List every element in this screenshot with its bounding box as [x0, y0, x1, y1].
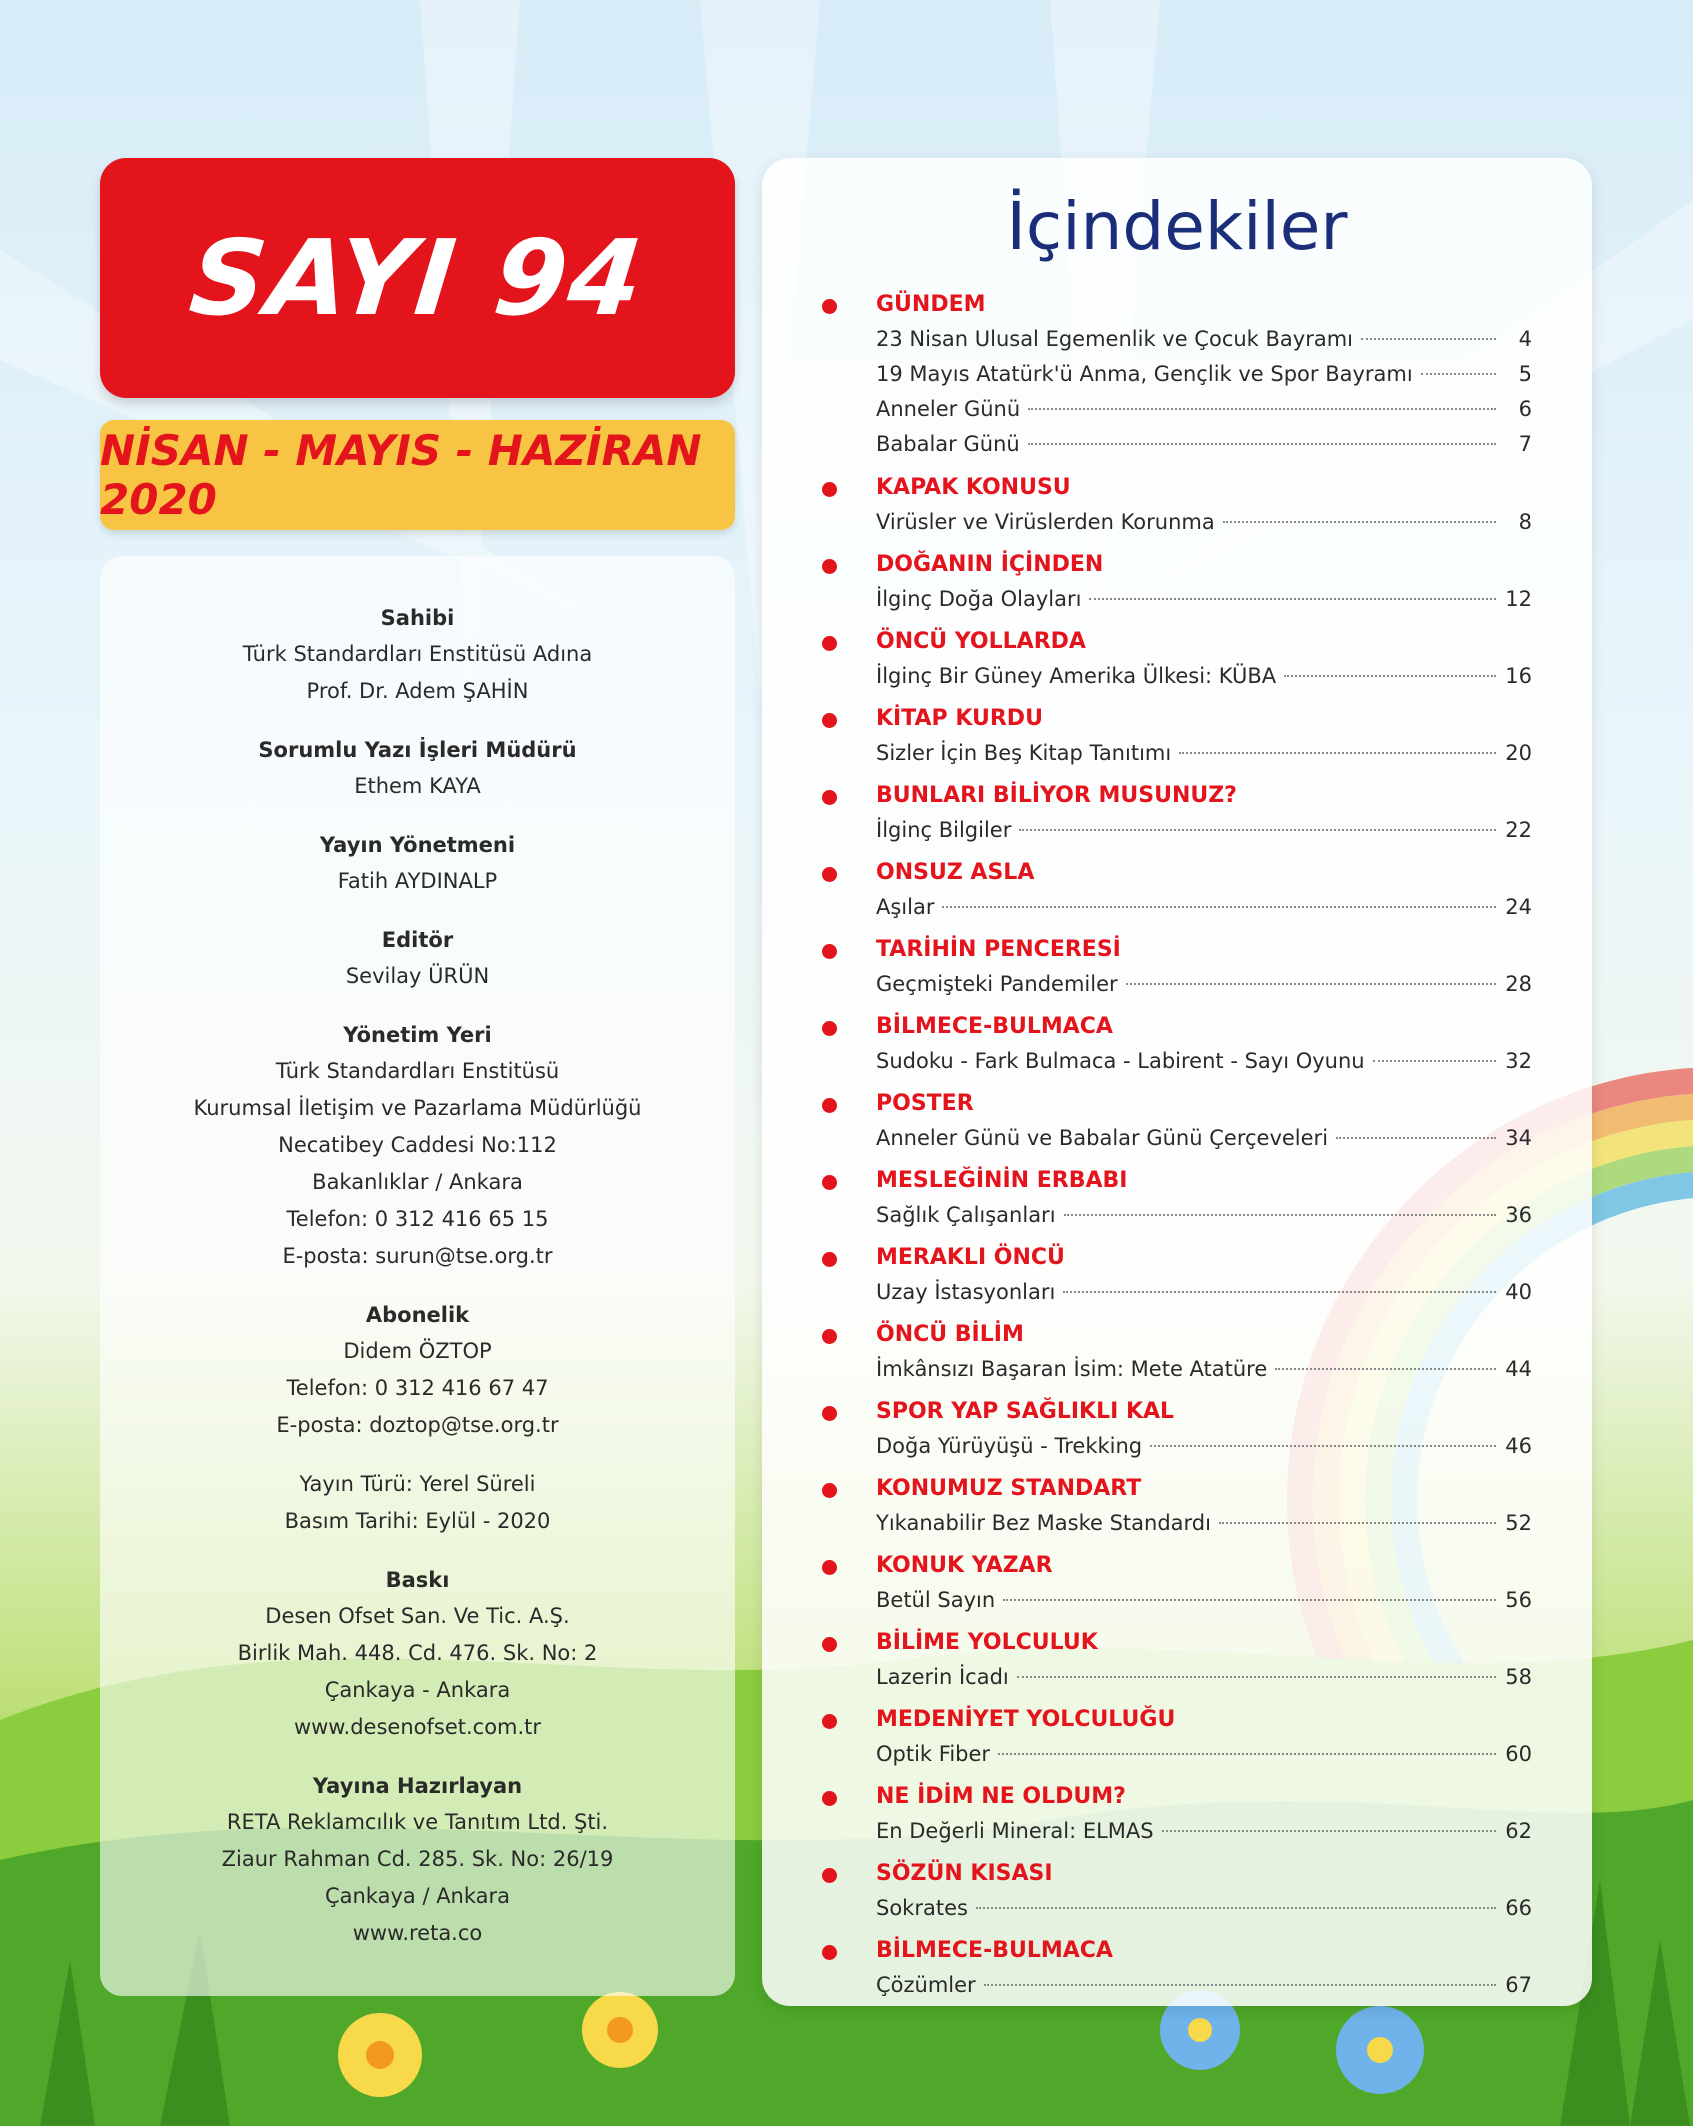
imprint-line: Yayın Türü: Yerel Süreli	[299, 1472, 536, 1496]
toc-section	[822, 1010, 1532, 1087]
bullet-icon	[822, 1175, 837, 1190]
bullet-icon	[822, 1329, 837, 1344]
toc-entry-title: Uzay İstasyonları	[876, 1280, 1056, 1304]
leader-dots	[1336, 1137, 1496, 1139]
leader-dots	[984, 1984, 1496, 1986]
toc-entry[interactable]	[876, 582, 1532, 617]
leader-dots	[1003, 1599, 1496, 1601]
toc-entry[interactable]	[876, 659, 1532, 694]
imprint-line: Fatih AYDINALP	[337, 869, 498, 893]
leader-dots	[1284, 675, 1496, 677]
toc-entry-title: Babalar Günü	[876, 432, 1020, 456]
leader-dots	[1064, 1214, 1496, 1216]
leader-dots	[976, 1907, 1496, 1909]
toc-page-number: 60	[1505, 1742, 1532, 1766]
bullet-icon	[822, 1252, 837, 1267]
toc-section-heading: KONUMUZ STANDART	[876, 1476, 1142, 1501]
imprint-publication	[100, 1466, 735, 1540]
leader-dots	[1179, 752, 1496, 754]
toc-page-number: 5	[1518, 362, 1532, 386]
issue-date-banner	[100, 420, 735, 530]
toc-page-number: 6	[1518, 397, 1532, 421]
toc-page-number: 12	[1505, 587, 1532, 611]
toc-entry[interactable]	[876, 322, 1532, 357]
issue-title: SAYI 94	[184, 217, 651, 339]
toc-section-heading: KONUK YAZAR	[876, 1553, 1053, 1578]
issue-number-banner	[100, 158, 735, 398]
toc-section-heading: BİLMECE-BULMACA	[876, 1014, 1113, 1039]
bullet-icon	[822, 1868, 837, 1883]
toc-entry[interactable]	[876, 1429, 1532, 1464]
imprint-heading: Yayın Yönetmeni	[319, 833, 516, 857]
imprint-editor	[100, 922, 735, 995]
imprint-line: E-posta: doztop@tse.org.tr	[276, 1413, 559, 1437]
imprint-line: Birlik Mah. 448. Cd. 476. Sk. No: 2	[237, 1641, 598, 1665]
imprint-heading: Sorumlu Yazı İşleri Müdürü	[258, 738, 577, 762]
toc-entry[interactable]	[876, 427, 1532, 462]
toc-entry[interactable]	[876, 813, 1532, 848]
imprint-line: www.desenofset.com.tr	[293, 1715, 542, 1739]
toc-entry-title: En Değerli Mineral: ELMAS	[876, 1819, 1154, 1843]
leader-dots	[1361, 338, 1496, 340]
toc-page-number: 44	[1505, 1357, 1532, 1381]
imprint-line: Didem ÖZTOP	[343, 1339, 492, 1363]
toc-page-number: 8	[1518, 510, 1532, 534]
toc-entry[interactable]	[876, 1352, 1532, 1387]
bullet-icon	[822, 636, 837, 651]
toc-entry[interactable]	[876, 1121, 1532, 1156]
imprint-heading: Yönetim Yeri	[343, 1023, 492, 1047]
imprint-heading: Yayına Hazırlayan	[312, 1774, 523, 1798]
bullet-icon	[822, 867, 837, 882]
bullet-icon	[822, 1714, 837, 1729]
imprint-panel	[100, 556, 735, 1996]
toc-page-number: 16	[1505, 664, 1532, 688]
toc-page-number: 56	[1505, 1588, 1532, 1612]
imprint-line: Ethem KAYA	[354, 774, 481, 798]
toc-entry-title: Sudoku - Fark Bulmaca - Labirent - Sayı Oyunu	[876, 1049, 1365, 1073]
toc-section	[822, 471, 1532, 548]
leader-dots	[1223, 521, 1496, 523]
bullet-icon	[822, 944, 837, 959]
imprint-heading: Sahibi	[380, 606, 455, 630]
toc-section	[822, 779, 1532, 856]
toc-section-heading: DOĞANIN İÇİNDEN	[876, 552, 1104, 577]
imprint-line: Telefon: 0 312 416 67 47	[286, 1376, 549, 1400]
toc-section	[822, 1164, 1532, 1241]
toc-page-number: 66	[1505, 1896, 1532, 1920]
toc-entry[interactable]	[876, 357, 1532, 392]
toc-page-number: 24	[1505, 895, 1532, 919]
toc-section-heading: BİLMECE-BULMACA	[876, 1938, 1113, 1963]
imprint-line: Türk Standardları Enstitüsü	[275, 1059, 560, 1083]
imprint-line: Ziaur Rahman Cd. 285. Sk. No: 26/19	[221, 1847, 614, 1871]
toc-entry-title: Çözümler	[876, 1973, 976, 1997]
toc-entry[interactable]	[876, 1583, 1532, 1618]
toc-entry[interactable]	[876, 505, 1532, 540]
toc-page-number: 52	[1505, 1511, 1532, 1535]
imprint-line: Türk Standardları Enstitüsü Adına	[242, 642, 593, 666]
leader-dots	[998, 1753, 1496, 1755]
toc-section-heading: SÖZÜN KISASI	[876, 1861, 1053, 1886]
toc-section	[822, 288, 1532, 471]
toc-section	[822, 1626, 1532, 1703]
toc-entry-title: İlginç Doğa Olayları	[876, 587, 1082, 611]
imprint-subscription	[100, 1297, 735, 1444]
toc-section	[822, 1241, 1532, 1318]
leader-dots	[1028, 443, 1496, 445]
toc-entry[interactable]	[876, 1968, 1532, 2003]
toc-entry-title: 23 Nisan Ulusal Egemenlik ve Çocuk Bayramı	[876, 327, 1354, 351]
bullet-icon	[822, 482, 837, 497]
toc-page-number: 40	[1505, 1280, 1532, 1304]
toc-page-number: 46	[1505, 1434, 1532, 1458]
toc-section	[822, 625, 1532, 702]
toc-entry-title: Yıkanabilir Bez Maske Standardı	[876, 1511, 1211, 1535]
bullet-icon	[822, 713, 837, 728]
toc-section	[822, 1857, 1532, 1934]
bullet-icon	[822, 1406, 837, 1421]
toc-entry[interactable]	[876, 1044, 1532, 1079]
toc-page-number: 58	[1505, 1665, 1532, 1689]
imprint-editor-in-chief	[100, 732, 735, 805]
leader-dots	[1028, 408, 1496, 410]
toc-section	[822, 1549, 1532, 1626]
imprint-line: Telefon: 0 312 416 65 15	[286, 1207, 549, 1231]
toc-section-heading: MESLEĞİNİN ERBABI	[876, 1168, 1128, 1193]
leader-dots	[1162, 1830, 1496, 1832]
imprint-printing	[100, 1562, 735, 1746]
toc-entry[interactable]	[876, 1891, 1532, 1926]
bullet-icon	[822, 559, 837, 574]
bullet-icon	[822, 1637, 837, 1652]
toc-entry[interactable]	[876, 736, 1532, 771]
toc-section-heading: KAPAK KONUSU	[876, 475, 1071, 500]
toc-section-heading: MEDENİYET YOLCULUĞU	[876, 1707, 1176, 1732]
toc-section	[822, 548, 1532, 625]
leader-dots	[942, 906, 1496, 908]
toc-page-number: 36	[1505, 1203, 1532, 1227]
toc-entry[interactable]	[876, 1275, 1532, 1310]
imprint-management	[100, 1017, 735, 1275]
toc-entry-title: Sokrates	[876, 1896, 968, 1920]
leader-dots	[1089, 598, 1496, 600]
toc-entry-title: Optik Fiber	[876, 1742, 991, 1766]
imprint-line: Çankaya / Ankara	[324, 1884, 511, 1908]
issue-date: NİSAN - MAYIS - HAZİRAN 2020	[100, 426, 702, 524]
toc-entry[interactable]	[876, 1660, 1532, 1695]
imprint-publishing-director	[100, 827, 735, 900]
toc-section-heading: GÜNDEM	[876, 292, 986, 317]
bullet-icon	[822, 1945, 837, 1960]
imprint-owner	[100, 600, 735, 710]
imprint-line: Desen Ofset San. Ve Tic. A.Ş.	[265, 1604, 570, 1628]
toc-entry-title: Geçmişteki Pandemiler	[876, 972, 1118, 996]
toc-section	[822, 1087, 1532, 1164]
toc-section-heading: ÖNCÜ BİLİM	[876, 1322, 1024, 1347]
imprint-line: Bakanlıklar / Ankara	[312, 1170, 523, 1194]
toc-entry-title: Aşılar	[876, 895, 935, 919]
toc-section-heading: ÖNCÜ YOLLARDA	[876, 629, 1086, 654]
toc-entry-title: İlginç Bir Güney Amerika Ülkesi: KÜBA	[876, 664, 1277, 688]
toc-entry[interactable]	[876, 1198, 1532, 1233]
toc-entry-title: İmkânsızı Başaran İsim: Mete Atatüre	[876, 1357, 1268, 1381]
leader-dots	[1421, 373, 1496, 375]
bullet-icon	[822, 1483, 837, 1498]
toc-section	[822, 1318, 1532, 1395]
toc-section-heading: SPOR YAP SAĞLIKLI KAL	[876, 1399, 1175, 1424]
toc-entry-title: Sağlık Çalışanları	[876, 1203, 1056, 1227]
imprint-line: E-posta: surun@tse.org.tr	[282, 1244, 553, 1268]
bullet-icon	[822, 790, 837, 805]
toc-entry[interactable]	[876, 392, 1532, 427]
toc-section	[822, 1472, 1532, 1549]
leader-dots	[1219, 1522, 1496, 1524]
toc-entry[interactable]	[876, 1737, 1532, 1772]
bullet-icon	[822, 299, 837, 314]
imprint-line: Prof. Dr. Adem ŞAHİN	[306, 679, 529, 703]
toc-section	[822, 1395, 1532, 1472]
bullet-icon	[822, 1098, 837, 1113]
toc-page-number: 7	[1518, 432, 1532, 456]
bullet-icon	[822, 1791, 837, 1806]
toc-page-number: 32	[1505, 1049, 1532, 1073]
toc-page-number: 28	[1505, 972, 1532, 996]
toc-entry-title: Virüsler ve Virüslerden Korunma	[876, 510, 1215, 534]
bullet-icon	[822, 1021, 837, 1036]
toc-page-number: 67	[1505, 1973, 1532, 1997]
toc-entry[interactable]	[876, 967, 1532, 1002]
leader-dots	[1126, 983, 1496, 985]
toc-entry[interactable]	[876, 890, 1532, 925]
toc-entry-title: İlginç Bilgiler	[876, 818, 1012, 842]
toc-page-number: 20	[1505, 741, 1532, 765]
toc-entry-title: Doğa Yürüyüşü - Trekking	[876, 1434, 1143, 1458]
toc-entry-title: Anneler Günü ve Babalar Günü Çerçeveleri	[876, 1126, 1329, 1150]
leader-dots	[1063, 1291, 1496, 1293]
toc-page-number: 62	[1505, 1819, 1532, 1843]
toc-title: İçindekiler	[1006, 188, 1348, 265]
toc-list	[822, 288, 1532, 2011]
toc-entry[interactable]	[876, 1814, 1532, 1849]
toc-entry-title: Lazerin İcadı	[876, 1665, 1009, 1689]
toc-section	[822, 1780, 1532, 1857]
toc-panel	[762, 158, 1592, 2006]
imprint-heading: Abonelik	[365, 1303, 470, 1327]
toc-entry[interactable]	[876, 1506, 1532, 1541]
imprint-heading: Editör	[381, 928, 454, 952]
toc-section-heading: BİLİME YOLCULUK	[876, 1630, 1098, 1655]
imprint-line: Basım Tarihi: Eylül - 2020	[284, 1509, 551, 1533]
imprint-line: Çankaya - Ankara	[324, 1678, 511, 1702]
leader-dots	[1150, 1445, 1496, 1447]
leader-dots	[1275, 1368, 1496, 1370]
toc-section-heading: ONSUZ ASLA	[876, 860, 1035, 885]
toc-section	[822, 856, 1532, 933]
toc-section	[822, 933, 1532, 1010]
toc-section-heading: TARİHİN PENCERESİ	[876, 937, 1121, 962]
toc-section	[822, 1934, 1532, 2011]
toc-section	[822, 1703, 1532, 1780]
toc-section-heading: MERAKLI ÖNCÜ	[876, 1245, 1065, 1270]
toc-page-number: 22	[1505, 818, 1532, 842]
imprint-prepared-by	[100, 1768, 735, 1952]
toc-entry-title: Sizler İçin Beş Kitap Tanıtımı	[876, 741, 1172, 765]
imprint-line: Necatibey Caddesi No:112	[278, 1133, 557, 1157]
leader-dots	[1373, 1060, 1496, 1062]
imprint-line: www.reta.co	[352, 1921, 483, 1945]
leader-dots	[1019, 829, 1496, 831]
imprint-line: Sevilay ÜRÜN	[345, 964, 490, 988]
imprint-heading: Baskı	[385, 1568, 450, 1592]
toc-section-heading: BUNLARI BİLİYOR MUSUNUZ?	[876, 783, 1237, 808]
imprint-line: Kurumsal İletişim ve Pazarlama Müdürlüğü	[193, 1096, 642, 1120]
imprint-line: RETA Reklamcılık ve Tanıtım Ltd. Şti.	[226, 1810, 609, 1834]
leader-dots	[1017, 1676, 1496, 1678]
toc-section-heading: NE İDİM NE OLDUM?	[876, 1784, 1126, 1809]
toc-section-heading: POSTER	[876, 1091, 974, 1116]
toc-entry-title: 19 Mayıs Atatürk'ü Anma, Gençlik ve Spor Bayramı	[876, 362, 1413, 386]
toc-section	[822, 702, 1532, 779]
toc-section-heading: KİTAP KURDU	[876, 706, 1043, 731]
bullet-icon	[822, 1560, 837, 1575]
toc-entry-title: Betül Sayın	[876, 1588, 996, 1612]
toc-page-number: 34	[1505, 1126, 1532, 1150]
toc-page-number: 4	[1518, 327, 1532, 351]
toc-entry-title: Anneler Günü	[876, 397, 1021, 421]
